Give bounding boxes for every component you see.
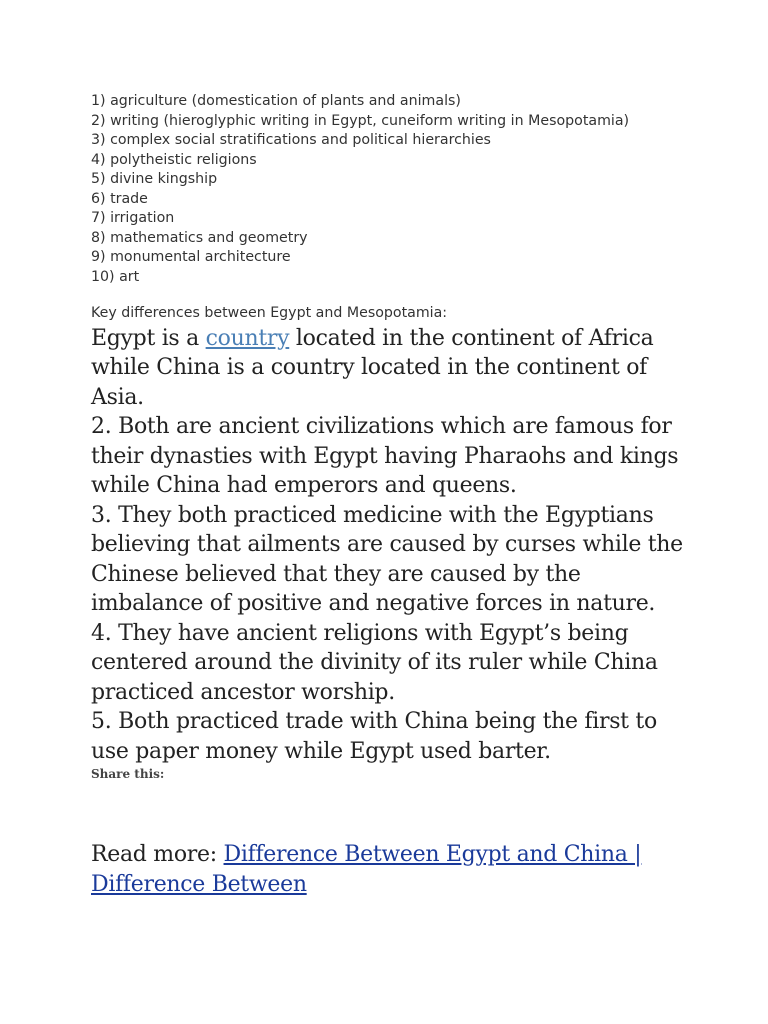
paragraph-egypt-country [91, 324, 691, 413]
list-item: 6) trade [91, 190, 148, 207]
point-dynasties: 2. Both are ancient civilizations which are famous for their dynasties with Egypt having Pharaohs and kings while China had emperors and queens. [91, 414, 679, 498]
list-item: 8) mathematics and geometry [91, 229, 308, 246]
point-medicine: 3. They both practiced medicine with the Egyptians believing that ailments are caused by curses while the Chinese believed that they are caused by the imbalance of positive and negative forces in nature. [91, 502, 683, 616]
document-page [91, 92, 691, 899]
read-more-link[interactable]: Difference Between Egypt and China | Difference Between [91, 842, 642, 897]
achievements-list [91, 92, 691, 287]
list-item: 1) agriculture (domestication of plants and animals) [91, 93, 461, 109]
country-link[interactable]: country [205, 325, 290, 351]
list-item: 3) complex social stratifications and political hierarchies [91, 132, 491, 148]
point-trade: 5. Both practiced trade with China being the first to use paper money while Egypt used barter. [91, 709, 657, 764]
list-item: 2) writing (hieroglyphic writing in Egypt, cuneiform writing in Mesopotamia) [91, 112, 630, 129]
list-item: 10) art [91, 268, 140, 285]
point-religion: 4. They have ancient religions with Egypt’s being centered around the divinity of its ruler while China practiced ancestor worship. [91, 620, 658, 705]
paragraph-text: located in the continent of Africa while China is a country located in the continent of Asia. [91, 325, 654, 410]
list-item: 4) polytheistic religions [91, 151, 257, 168]
list-item: 7) irrigation [91, 210, 175, 226]
differences-body [91, 324, 691, 767]
share-label: Share this: [91, 767, 165, 781]
read-more [91, 840, 691, 899]
list-item: 5) divine kingship [91, 171, 218, 187]
list-item: 9) monumental architecture [91, 249, 291, 265]
read-more-prefix: Read more: [91, 842, 224, 867]
paragraph-text: Egypt is a [91, 325, 206, 351]
key-differences-heading: Key differences between Egypt and Mesopotamia: [91, 305, 448, 321]
